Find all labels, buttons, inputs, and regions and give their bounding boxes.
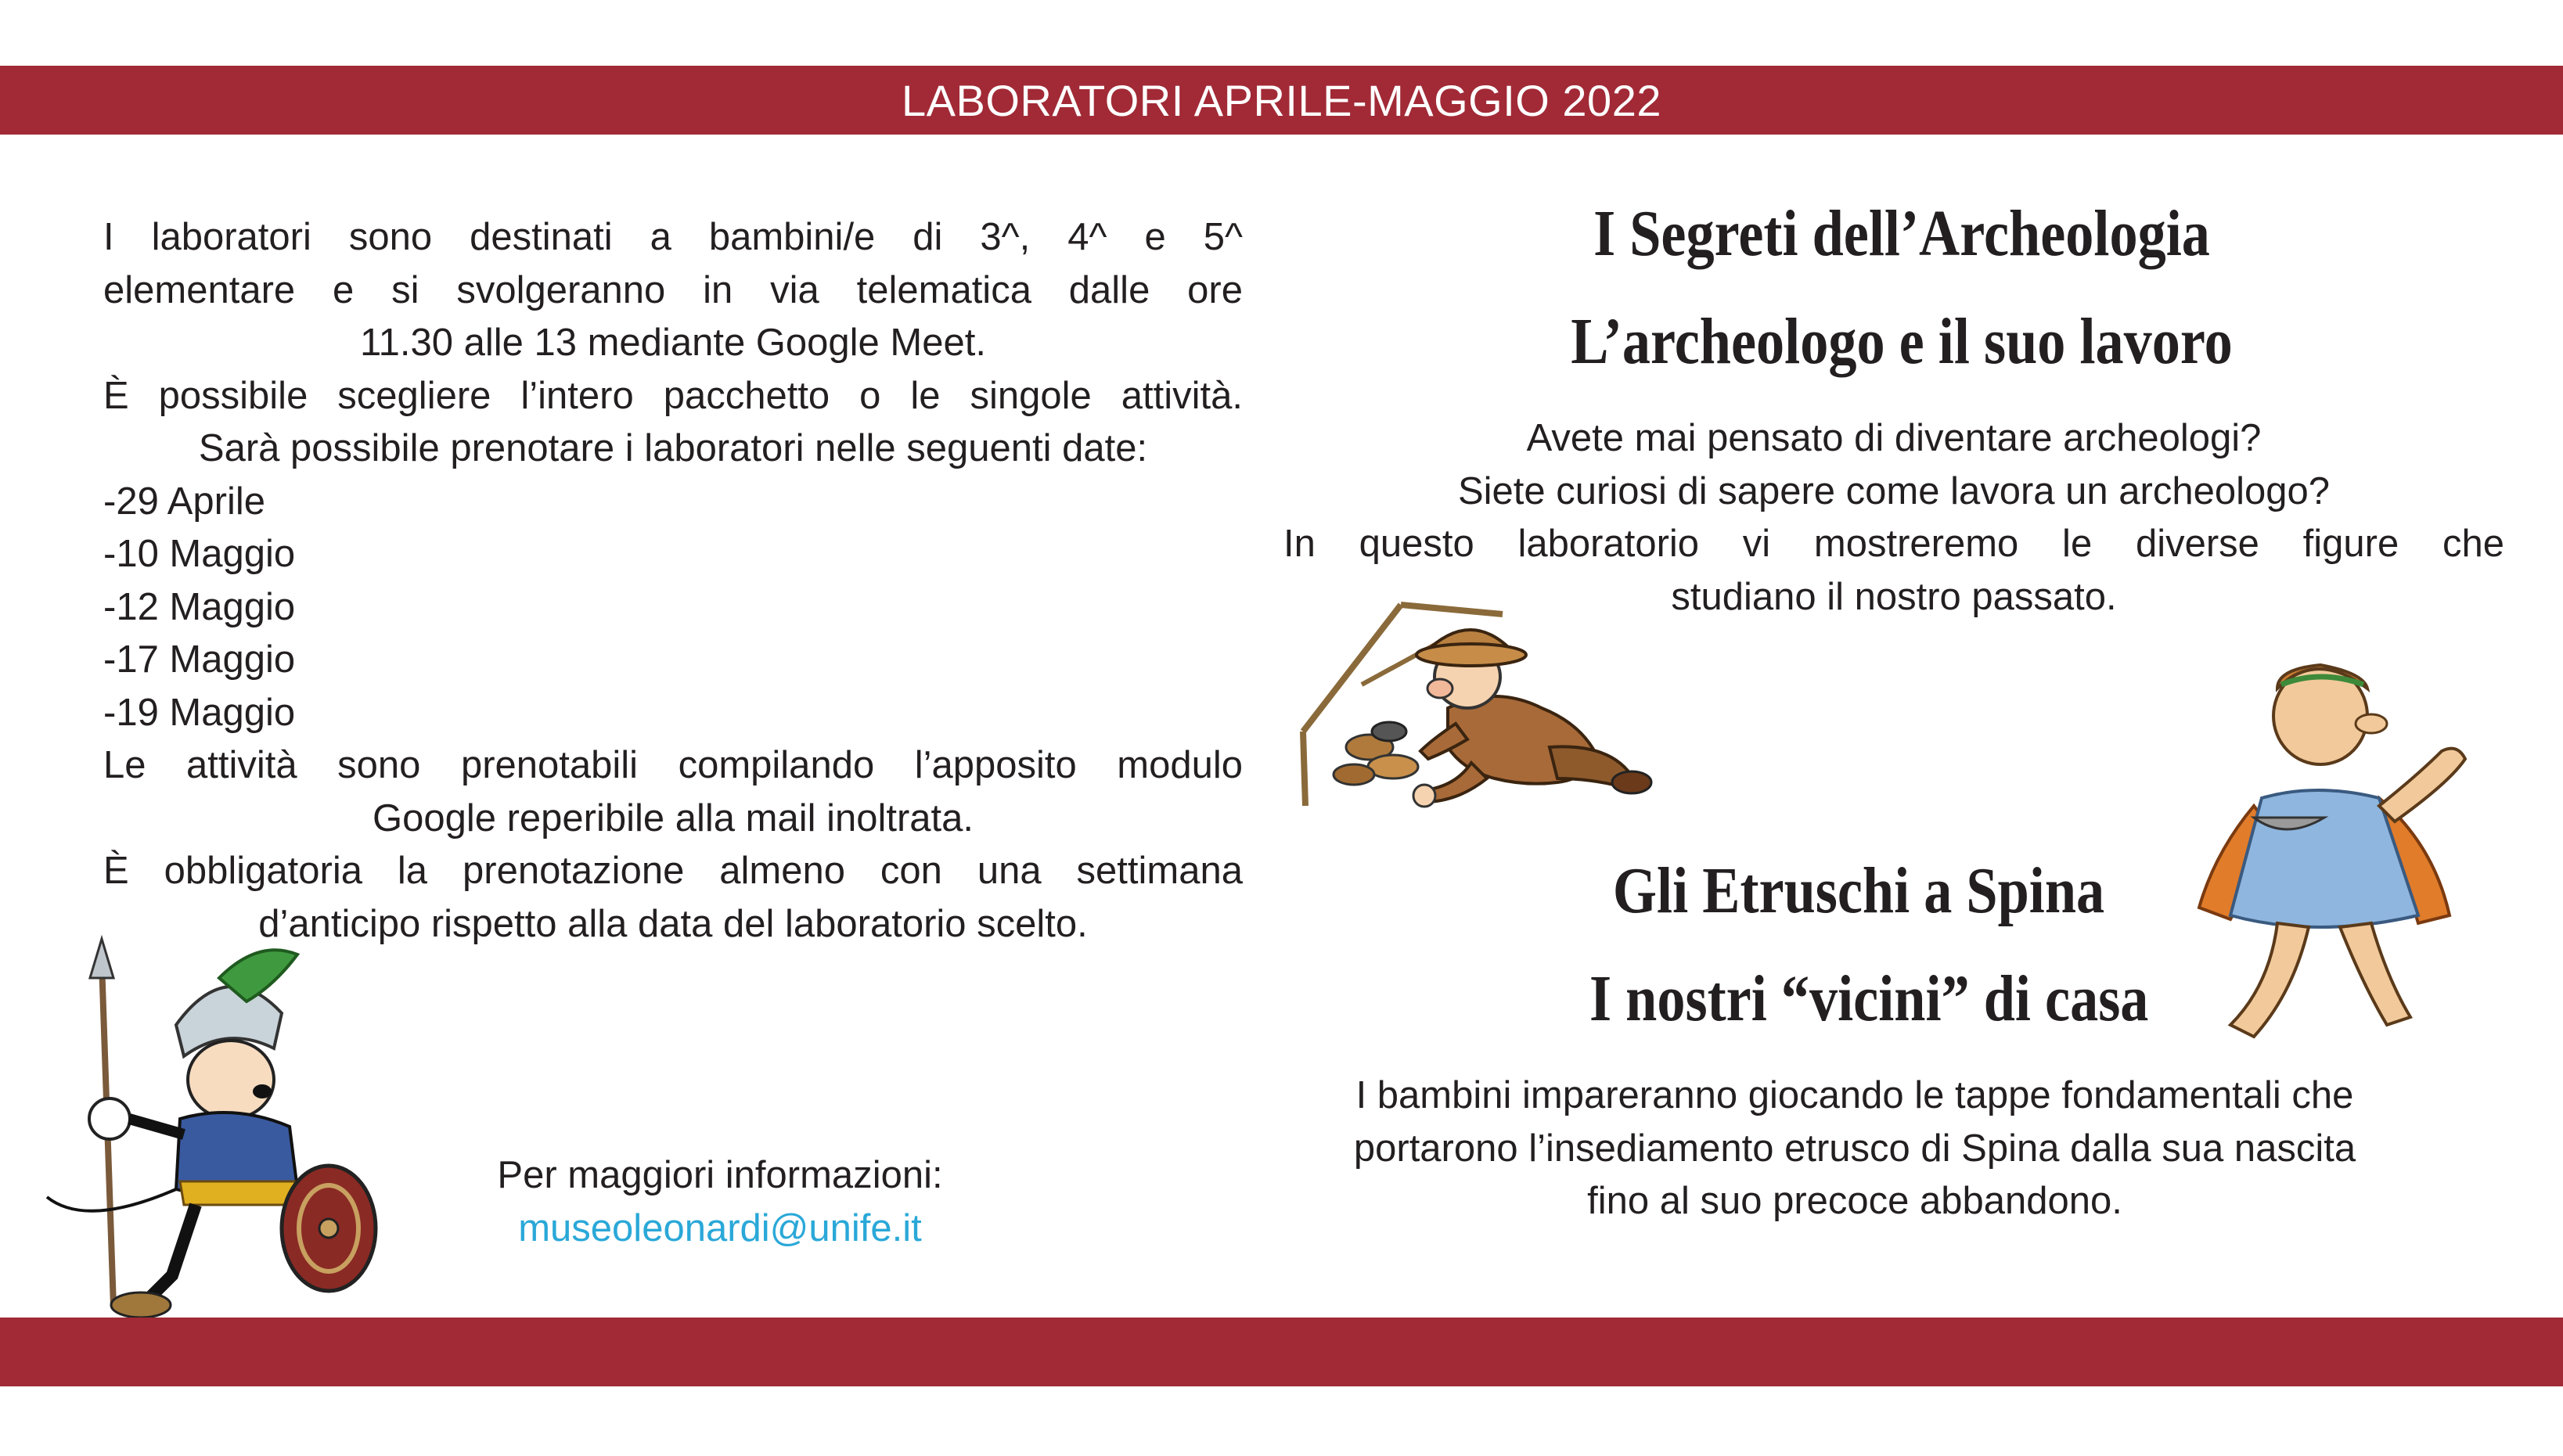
intro-line: Sarà possibile prenotare i laboratori nelle seguenti date: — [198, 427, 1148, 469]
intro-line: È possibile scegliere l’intero pacchetto o le singole attività. — [103, 374, 1243, 417]
intro-line: 11.30 alle 13 mediante Google Meet. — [360, 322, 986, 364]
date-item: -12 Maggio — [103, 585, 296, 628]
lab1-subtitle: L’archeologo e il suo lavoro — [1571, 305, 2233, 378]
lab1-line: Siete curiosi di sapere come lavora un archeologo? — [1457, 469, 2331, 512]
contact-label: Per maggiori informazioni: — [497, 1154, 943, 1196]
lab2-line: portarono l’insediamento etrusco di Spina dalla sua nascita — [1353, 1127, 2356, 1170]
date-item: -10 Maggio — [103, 533, 296, 575]
lab2-line: I bambini impareranno giocando le tappe fondamentali che — [1355, 1074, 2354, 1116]
etruscan-figure-illustration — [2183, 649, 2481, 1056]
intro-line: Le attività sono prenotabili compilando l’apposito modulo — [103, 744, 1243, 786]
lab2-subtitle: I nostri “vicini” di casa — [1589, 962, 2149, 1035]
lab1-title: I Segreti dell’Archeologia — [1593, 197, 2210, 270]
intro-text — [103, 211, 1243, 951]
lab1-line: Avete mai pensato di diventare archeologi? — [1526, 417, 2262, 459]
footer-band — [0, 1318, 2563, 1386]
contact-block — [407, 1149, 1033, 1255]
intro-line: elementare e si svolgeranno in via telematica dalle ore — [103, 268, 1243, 311]
lab1-line: studiano il nostro passato. — [1671, 575, 2117, 618]
lab2-title: Gli Etruschi a Spina — [1612, 854, 2105, 927]
intro-line: d’anticipo rispetto alla data del laboratorio scelto. — [258, 902, 1088, 945]
intro-line: È obbligatoria la prenotazione almeno con una settimana — [103, 850, 1243, 892]
mouse-soldier-illustration — [39, 931, 399, 1322]
lab2-description — [1252, 1070, 2457, 1228]
date-item: -29 Aprile — [103, 480, 266, 523]
header-title: LABORATORI APRILE-MAGGIO 2022 — [902, 75, 1661, 125]
lab2-line: fino al suo precoce abbandono. — [1587, 1180, 2122, 1222]
header-band — [0, 66, 2563, 135]
contact-email-link[interactable]: museoleonardi@unife.it — [518, 1207, 922, 1249]
lab1-line: In questo laboratorio vi mostreremo le diverse figure che — [1283, 523, 2504, 565]
intro-line: I laboratori sono destinati a bambini/e di 3^, 4^ e 5^ — [103, 216, 1243, 258]
archaeologist-illustration — [1291, 591, 1667, 818]
date-item: -19 Maggio — [103, 691, 296, 734]
intro-line: Google reperibile alla mail inoltrata. — [372, 796, 974, 839]
date-item: -17 Maggio — [103, 638, 296, 681]
